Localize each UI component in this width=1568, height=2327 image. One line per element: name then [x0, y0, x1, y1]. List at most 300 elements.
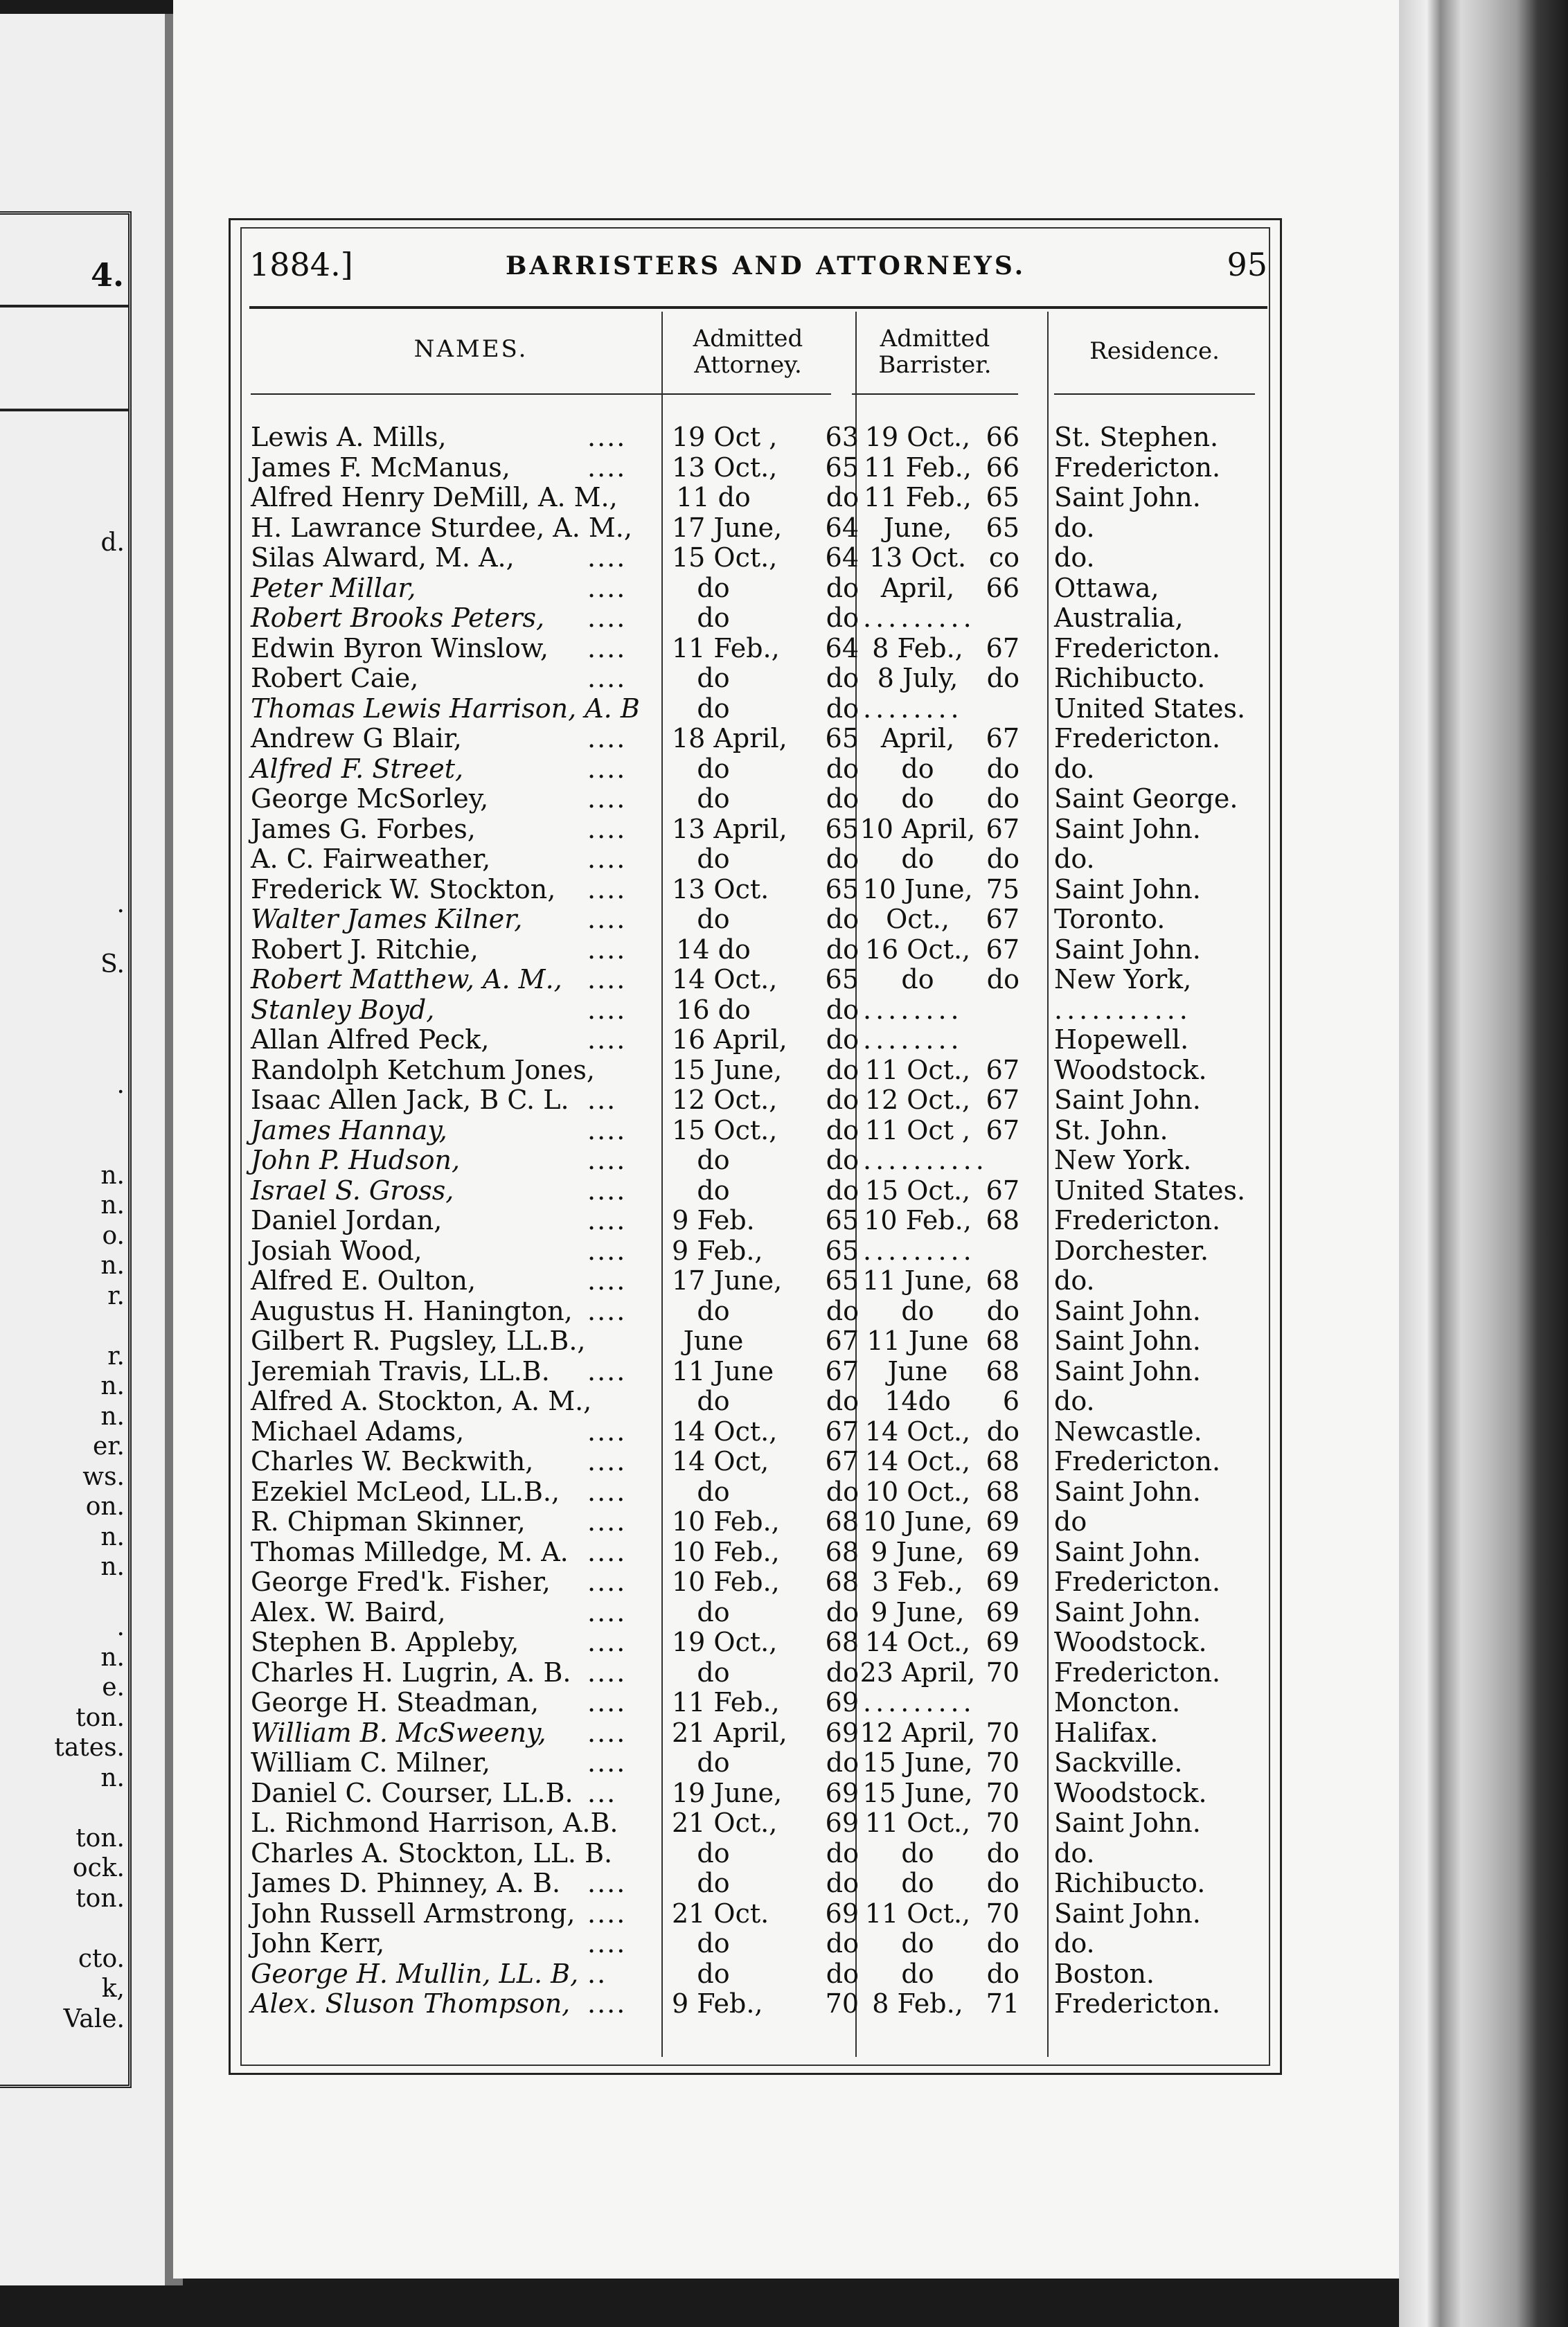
entry-barrister-year: do: [986, 1868, 1019, 1898]
entry-attorney-year: 63: [825, 422, 859, 452]
entry-leader-dots: ....: [587, 1868, 627, 1898]
entry-name: Jeremiah Travis, LL.B.: [251, 1355, 550, 1387]
entry-attorney-year: 65: [825, 452, 859, 483]
entry-name: Daniel C. Courser, LL.B.: [251, 1777, 573, 1808]
left-fragment: [0, 799, 125, 830]
entry-barrister-year: 66: [986, 452, 1019, 483]
left-fragment: [0, 859, 125, 890]
entries-table: [173, 422, 1427, 2020]
col-barrister-line1: Admitted: [880, 325, 990, 353]
entry-barrister-date: 14 Oct.,: [864, 1446, 971, 1477]
entry-name: George H. Steadman,: [251, 1687, 540, 1718]
left-fragment: n.: [100, 1643, 125, 1672]
entry-attorney-date: 13 Oct.,: [672, 452, 778, 483]
entry-attorney-date: do: [697, 1386, 730, 1416]
col-attorney-header: [665, 326, 831, 378]
entry-residence: do.: [1054, 753, 1095, 784]
entry-barrister-blank: .........: [863, 1687, 976, 1718]
entry-barrister-year: 68: [986, 1265, 1019, 1296]
entry-leader-dots: ....: [587, 1416, 627, 1447]
table-row: [173, 1236, 1427, 1267]
entry-name: Robert J. Ritchie,: [251, 934, 479, 965]
entry-residence: do.: [1054, 542, 1095, 573]
entry-attorney-year: 65: [825, 964, 859, 995]
left-fragment: [0, 1040, 125, 1071]
left-fragment: [0, 1100, 125, 1131]
entry-attorney-date: do: [697, 1928, 730, 1959]
entry-attorney-date: June: [683, 1326, 744, 1356]
entry-attorney-year: 64: [825, 542, 859, 573]
entry-leader-dots: ....: [587, 1657, 627, 1688]
entry-barrister-year: do: [986, 1837, 1019, 1869]
entry-leader-dots: ....: [587, 783, 627, 814]
entry-residence: do: [1054, 1506, 1087, 1537]
entry-attorney-year: 67: [825, 1326, 859, 1356]
entry-attorney-year: 68: [825, 1536, 859, 1567]
entry-residence: United States.: [1054, 1175, 1246, 1206]
entry-residence: Boston.: [1054, 1958, 1155, 1989]
entry-attorney-date: 10 Feb.,: [672, 1506, 780, 1537]
entry-attorney-year: do: [826, 1386, 859, 1416]
table-row: [173, 1296, 1427, 1327]
table-row: [173, 1116, 1427, 1146]
entry-residence: do.: [1054, 1265, 1095, 1296]
entry-leader-dots: ....: [587, 1175, 627, 1206]
entry-barrister-date: 12 Oct.,: [864, 1085, 971, 1115]
left-fragment: [0, 1010, 125, 1040]
entry-barrister-year: 65: [986, 482, 1019, 512]
entry-name: Alfred A. Stockton, A. M.,: [251, 1386, 592, 1416]
entry-barrister-date: 11 June: [866, 1326, 969, 1356]
table-row: [173, 875, 1427, 905]
entry-attorney-year: do: [826, 1175, 859, 1206]
table-row: [173, 1839, 1427, 1869]
entry-name: Josiah Wood,: [251, 1235, 422, 1266]
entry-barrister-date: 9 June,: [871, 1596, 965, 1628]
entry-barrister-year: 70: [986, 1898, 1019, 1929]
entry-attorney-date: do: [697, 1295, 730, 1326]
entry-barrister-year: 67: [986, 723, 1019, 754]
left-fragment: ton.: [75, 1884, 125, 1913]
entry-name: James F. McManus,: [251, 452, 510, 483]
entry-barrister-year: 66: [986, 572, 1019, 603]
entry-residence: Saint John.: [1054, 1295, 1201, 1326]
entry-barrister-date: 10 Oct.,: [864, 1476, 971, 1507]
entry-name: Lewis A. Mills,: [251, 422, 447, 452]
table-row: [173, 1688, 1427, 1718]
table-row: [173, 1085, 1427, 1116]
left-fragment: S.: [100, 950, 125, 979]
entry-name: Robert Brooks Peters,: [251, 603, 545, 633]
table-row: [173, 1778, 1427, 1809]
entry-leader-dots: ....: [587, 1596, 627, 1628]
entry-barrister-date: 14do: [884, 1386, 951, 1416]
entry-name: Robert Caie,: [251, 663, 419, 693]
entry-name: Gilbert R. Pugsley, LL.B.,: [251, 1326, 586, 1356]
entry-barrister-year: 70: [986, 1657, 1019, 1688]
entry-barrister-year: 69: [986, 1536, 1019, 1567]
col-barrister-line2: Barrister.: [878, 351, 992, 379]
entry-barrister-date: 9 June,: [871, 1536, 965, 1567]
entry-barrister-date: 12 April,: [859, 1717, 976, 1748]
entry-attorney-date: do: [697, 1596, 730, 1628]
entry-attorney-year: do: [826, 1295, 859, 1326]
entry-attorney-date: 11 June: [672, 1355, 774, 1387]
entry-attorney-year: 65: [825, 813, 859, 844]
entry-barrister-year: 69: [986, 1627, 1019, 1657]
entry-residence: New York,: [1054, 964, 1192, 995]
left-header-rule: [0, 305, 128, 307]
entry-barrister-year: 68: [986, 1205, 1019, 1236]
entry-leader-dots: ....: [587, 663, 627, 693]
entry-residence: Richibucto.: [1054, 1868, 1206, 1898]
left-fragment: d.: [100, 528, 125, 557]
entry-attorney-year: 65: [825, 873, 859, 904]
entry-barrister-date: 10 April,: [859, 813, 976, 844]
entry-attorney-date: 19 Oct ,: [672, 422, 778, 452]
entry-leader-dots: ....: [587, 1265, 627, 1296]
entry-residence: Fredericton.: [1054, 1446, 1221, 1477]
left-page: [0, 14, 183, 2285]
entry-barrister-date: do: [901, 783, 934, 814]
entry-residence: Saint John.: [1054, 1326, 1201, 1356]
entry-barrister-date: 11 Oct.,: [864, 1054, 971, 1085]
entry-barrister-date: April,: [880, 572, 955, 603]
entry-leader-dots: ....: [587, 603, 627, 633]
entry-attorney-year: do: [826, 1868, 859, 1898]
entry-name: Charles H. Lugrin, A. B.: [251, 1657, 571, 1688]
left-fragment: n.: [100, 1402, 125, 1431]
table-row: [173, 965, 1427, 995]
entry-residence: Saint John.: [1054, 1476, 1201, 1507]
entry-residence: Saint John.: [1054, 873, 1201, 904]
entry-attorney-date: 14 Oct.,: [672, 964, 778, 995]
entry-barrister-year: do: [986, 1295, 1019, 1326]
entry-barrister-year: 70: [986, 1717, 1019, 1748]
table-row: [173, 754, 1427, 785]
entry-residence: Saint John.: [1054, 1536, 1201, 1567]
entry-name: Daniel Jordan,: [251, 1205, 443, 1236]
entry-name: Walter James Kilner,: [251, 904, 523, 934]
table-row: [173, 1025, 1427, 1055]
entry-attorney-date: 21 April,: [672, 1717, 787, 1748]
entry-attorney-year: 69: [825, 1687, 859, 1718]
page-year: 1884.]: [249, 246, 353, 283]
entry-residence: Woodstock.: [1054, 1627, 1207, 1657]
entry-attorney-date: 18 April,: [672, 723, 787, 754]
entry-name: Edwin Byron Winslow,: [251, 632, 549, 663]
entry-name: John Kerr,: [251, 1928, 385, 1959]
left-fragment: n.: [100, 1553, 125, 1581]
entry-attorney-date: do: [697, 1837, 730, 1869]
entry-leader-dots: ....: [587, 1446, 627, 1477]
table-row: [173, 1748, 1427, 1778]
entry-attorney-date: 17 June,: [672, 1265, 783, 1296]
entry-attorney-date: 15 June,: [672, 1054, 783, 1085]
entry-name: Thomas Lewis Harrison, A. B: [251, 693, 640, 724]
left-fragment: [0, 1582, 125, 1613]
entry-name: Frederick W. Stockton,: [251, 873, 556, 904]
entry-name: James G. Forbes,: [251, 813, 476, 844]
table-row: [173, 724, 1427, 754]
entry-name: A. C. Fairweather,: [251, 844, 491, 874]
entry-attorney-year: do: [826, 572, 859, 603]
entry-barrister-date: Oct.,: [886, 904, 950, 934]
entry-name: Stanley Boyd,: [251, 994, 435, 1025]
entry-barrister-date: do: [901, 1295, 934, 1326]
entry-attorney-date: 10 Feb.,: [672, 1536, 780, 1567]
entry-barrister-date: 8 July,: [877, 663, 959, 693]
entry-barrister-date: June,: [883, 512, 952, 543]
table-row: [173, 453, 1427, 483]
left-fragment: tates.: [54, 1733, 125, 1762]
entry-attorney-date: do: [697, 1958, 730, 1989]
entry-barrister-blank: ........: [863, 1024, 963, 1055]
left-fragment: .: [116, 1071, 125, 1099]
attorney-underline: [665, 393, 831, 395]
left-fragment: ton.: [75, 1824, 125, 1853]
left-fragment: [0, 739, 125, 769]
entry-residence: do.: [1054, 844, 1095, 874]
entry-attorney-year: 67: [825, 1446, 859, 1477]
entry-leader-dots: ....: [587, 994, 627, 1025]
entry-attorney-date: do: [697, 753, 730, 784]
entry-residence: Saint John.: [1054, 1355, 1201, 1387]
left-fragment: ws.: [82, 1462, 125, 1491]
entry-attorney-date: do: [697, 1868, 730, 1898]
entry-barrister-year: 67: [986, 813, 1019, 844]
table-row: [173, 663, 1427, 694]
entry-name: Isaac Allen Jack, B C. L.: [251, 1085, 569, 1115]
entry-name: James Hannay,: [251, 1114, 447, 1145]
entry-leader-dots: ....: [587, 1205, 627, 1236]
entry-residence: do.: [1054, 1837, 1095, 1869]
entry-attorney-date: 19 June,: [672, 1777, 783, 1808]
entry-attorney-year: 68: [825, 1627, 859, 1657]
entry-barrister-year: 65: [986, 512, 1019, 543]
entry-name: William C. Milner,: [251, 1747, 490, 1778]
left-fragment: [0, 648, 125, 679]
table-row: [173, 844, 1427, 875]
entry-barrister-date: 19 Oct.,: [864, 422, 971, 452]
entry-attorney-year: 65: [825, 1205, 859, 1236]
left-fragment: [0, 1311, 125, 1341]
left-page-fragments: [0, 528, 127, 2034]
entry-attorney-date: do: [697, 693, 730, 724]
entry-attorney-date: do: [697, 1657, 730, 1688]
table-row: [173, 573, 1427, 604]
table-row: [173, 1989, 1427, 2020]
left-fragment: n.: [100, 1191, 125, 1220]
entry-residence: Fredericton.: [1054, 1657, 1221, 1688]
entry-name: Charles W. Beckwith,: [251, 1446, 534, 1477]
left-fragment: on.: [85, 1492, 125, 1521]
entry-residence: Saint John.: [1054, 482, 1201, 512]
entry-attorney-date: 9 Feb.: [672, 1205, 755, 1236]
entry-attorney-date: 14 do: [676, 934, 751, 965]
entry-residence: Newcastle.: [1054, 1416, 1202, 1447]
entry-barrister-date: do: [901, 844, 934, 874]
entry-attorney-year: do: [826, 783, 859, 814]
entry-attorney-year: do: [826, 934, 859, 965]
entry-residence: Dorchester.: [1054, 1235, 1209, 1266]
table-row: [173, 1266, 1427, 1296]
entry-attorney-year: do: [826, 1085, 859, 1115]
table-row: [173, 513, 1427, 544]
table-row: [173, 1055, 1427, 1086]
table-row: [173, 634, 1427, 664]
entry-name: George Fred'k. Fisher,: [251, 1567, 551, 1597]
entry-attorney-year: 70: [825, 1988, 859, 2019]
entry-residence: do.: [1054, 1386, 1095, 1416]
left-fragment: Vale.: [63, 2004, 125, 2033]
entry-barrister-year: do: [986, 663, 1019, 693]
left-fragment: o.: [102, 1221, 125, 1250]
entry-leader-dots: ....: [587, 1145, 627, 1175]
left-page-frame: [0, 211, 132, 2088]
table-row: [173, 1145, 1427, 1176]
entry-attorney-date: 13 Oct.: [672, 873, 769, 904]
left-fragment: er.: [92, 1432, 125, 1461]
entry-name: Israel S. Gross,: [251, 1175, 454, 1206]
entry-barrister-date: June: [887, 1355, 948, 1387]
entry-name: H. Lawrance Sturdee, A. M.,: [251, 512, 632, 543]
entry-barrister-year: do: [986, 1958, 1019, 1989]
table-row: [173, 1537, 1427, 1568]
entry-leader-dots: ....: [587, 904, 627, 934]
entry-attorney-year: 69: [825, 1898, 859, 1929]
entry-residence: United States.: [1054, 693, 1246, 724]
entry-residence: Halifax.: [1054, 1717, 1159, 1748]
table-row: [173, 1869, 1427, 1899]
entry-name: Randolph Ketchum Jones,: [251, 1054, 595, 1085]
left-fragment: [0, 1914, 125, 1944]
entry-residence: Saint John.: [1054, 1596, 1201, 1628]
left-fragment: [0, 679, 125, 709]
entry-leader-dots: ....: [587, 1476, 627, 1507]
table-row: [173, 935, 1427, 965]
entry-barrister-year: 68: [986, 1446, 1019, 1477]
entry-barrister-year: 70: [986, 1747, 1019, 1778]
entry-attorney-year: 64: [825, 512, 859, 543]
table-row: [173, 784, 1427, 814]
table-row: [173, 814, 1427, 845]
entry-residence: Australia,: [1054, 603, 1184, 633]
page-number: 95: [1227, 246, 1267, 283]
left-fragment: .: [116, 890, 125, 918]
col-attorney-line1: Admitted: [693, 325, 803, 353]
entry-name: Alex. W. Baird,: [251, 1596, 446, 1628]
entry-residence: Fredericton.: [1054, 1988, 1221, 2019]
entry-attorney-date: 11 Feb.,: [672, 632, 780, 663]
table-row: [173, 1628, 1427, 1658]
entry-attorney-date: do: [697, 844, 730, 874]
left-fragment: r.: [107, 1341, 125, 1371]
barrister-underline: [852, 393, 1018, 395]
table-row: [173, 1357, 1427, 1387]
entry-attorney-date: 21 Oct.: [672, 1898, 769, 1929]
entry-barrister-date: 10 June,: [862, 1506, 973, 1537]
left-fragment: ton.: [75, 1703, 125, 1732]
entry-residence: do.: [1054, 512, 1095, 543]
entry-residence: Saint John.: [1054, 934, 1201, 965]
table-row: [173, 543, 1427, 573]
entry-barrister-year: 67: [986, 1175, 1019, 1206]
entry-barrister-year: 68: [986, 1355, 1019, 1387]
table-row: [173, 422, 1427, 453]
left-fragment: n.: [100, 1372, 125, 1400]
entry-name: L. Richmond Harrison, A.B.: [251, 1808, 618, 1838]
entry-name: John Russell Armstrong,: [251, 1898, 576, 1929]
table-row: [173, 1959, 1427, 1990]
entry-attorney-date: do: [697, 1175, 730, 1206]
entry-barrister-date: April,: [880, 723, 955, 754]
entry-attorney-year: do: [826, 1837, 859, 1869]
entry-residence: Moncton.: [1054, 1687, 1181, 1718]
entry-name: R. Chipman Skinner,: [251, 1506, 526, 1537]
left-fragment: [0, 769, 125, 799]
entry-barrister-year: 67: [986, 934, 1019, 965]
table-row: [173, 483, 1427, 513]
entry-attorney-date: 14 Oct.,: [672, 1416, 778, 1447]
entry-attorney-date: do: [697, 783, 730, 814]
entry-barrister-year: 75: [986, 873, 1019, 904]
entry-barrister-date: 11 Oct ,: [864, 1114, 971, 1145]
entry-attorney-year: 65: [825, 1265, 859, 1296]
entry-attorney-year: do: [826, 1024, 859, 1055]
entry-name: Alex. Sluson Thompson,: [251, 1988, 571, 2019]
entry-barrister-blank: ........: [863, 693, 963, 724]
entry-attorney-year: 64: [825, 632, 859, 663]
entry-residence: Woodstock.: [1054, 1777, 1207, 1808]
entry-residence: Saint John.: [1054, 813, 1201, 844]
table-row: [173, 694, 1427, 724]
entry-leader-dots: ....: [587, 1024, 627, 1055]
left-fragment: n.: [100, 1161, 125, 1190]
col-names-header: NAMES.: [413, 335, 528, 363]
entry-attorney-date: 12 Oct.,: [672, 1085, 778, 1115]
entry-leader-dots: ....: [587, 1506, 627, 1537]
entry-attorney-year: do: [826, 753, 859, 784]
col-residence-header: Residence.: [1089, 337, 1220, 365]
entry-barrister-date: 15 Oct.,: [864, 1175, 971, 1206]
entry-attorney-date: 9 Feb.,: [672, 1235, 763, 1266]
left-fragment: [0, 980, 125, 1010]
entry-barrister-date: 14 Oct.,: [864, 1416, 971, 1447]
entry-residence: Fredericton.: [1054, 452, 1221, 483]
entry-attorney-year: do: [826, 1054, 859, 1085]
entry-barrister-year: 67: [986, 1114, 1019, 1145]
entry-attorney-year: 68: [825, 1567, 859, 1597]
entry-attorney-date: 16 April,: [672, 1024, 787, 1055]
entry-attorney-year: do: [826, 1596, 859, 1628]
entry-attorney-date: do: [697, 904, 730, 934]
entry-barrister-date: 8 Feb.,: [872, 632, 963, 663]
entry-residence: Fredericton.: [1054, 632, 1221, 663]
entry-attorney-date: 17 June,: [672, 512, 783, 543]
entry-leader-dots: ....: [587, 1747, 627, 1778]
left-fragment: [0, 708, 125, 739]
table-row: [173, 1567, 1427, 1598]
entry-name: Alfred F. Street,: [251, 753, 464, 784]
left-fragment: n.: [100, 1251, 125, 1280]
entry-attorney-date: do: [697, 603, 730, 633]
entry-attorney-date: do: [697, 572, 730, 603]
entry-leader-dots: ....: [587, 753, 627, 784]
entry-name: Augustus H. Hanington,: [251, 1295, 573, 1326]
table-row: [173, 1447, 1427, 1477]
entry-attorney-year: do: [826, 663, 859, 693]
